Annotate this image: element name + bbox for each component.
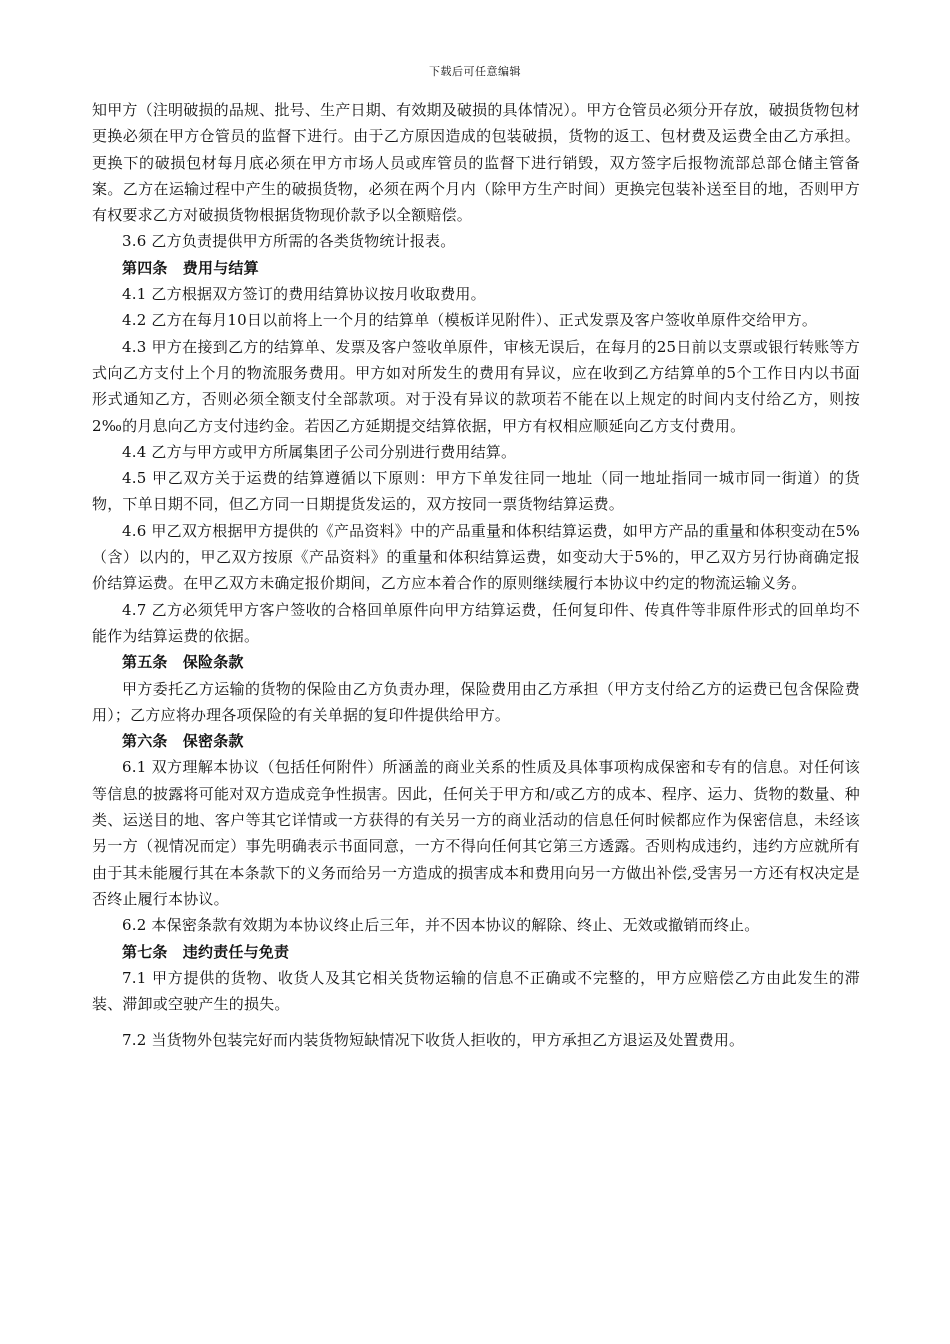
section-heading-7: 第七条 违约责任与免责 bbox=[122, 942, 290, 961]
clause-4-6: 4.6 甲乙双方根据甲方提供的《产品资料》中的产品重量和体积结算运费，如甲方产品的重量和体积变动在5%（含）以内的，甲乙双方按原《产品资料》的重量和体积结算运费，如变动大于5%的，甲乙双方另行协商确定报价结算运费。在甲乙双方未确定报价期间，乙方应本着合作的原则继续履行本协议中约定的物流运输义务。 bbox=[92, 521, 860, 593]
clause-7-1: 7.1 甲方提供的货物、收货人及其它相关货物运输的信息不正确或不完整的，甲方应赔偿乙方由此发生的滞装、滞卸或空驶产生的损失。 bbox=[92, 968, 860, 1014]
paragraph: 知甲方（注明破损的品规、批号、生产日期、有效期及破损的具体情况）。甲方仓管员必须分开存放，破损货物包材更换必须在甲方仓管员的监督下进行。由于乙方原因造成的包装破损，货物的返工、包材费及运费全由乙方承担。更换下的破损包材每月底必须在甲方市场人员或库管员的监督下进行销毁，双方签字后报物流部总部仓储主管备案。乙方在运输过程中产生的破损货物，必须在两个月内（除甲方生产时间）更换完包装补送至目的地，否则甲方有权要求乙方对破损货物根据货物现价款予以全额赔偿。 bbox=[92, 101, 860, 225]
section-heading-4: 第四条 费用与结算 bbox=[122, 258, 259, 277]
clause-3-6: 3.6 乙方负责提供甲方所需的各类货物统计报表。 bbox=[122, 232, 456, 251]
section-heading-5: 第五条 保险条款 bbox=[122, 653, 244, 672]
section-heading-6: 第六条 保密条款 bbox=[122, 732, 244, 751]
clause-4-4: 4.4 乙方与甲方或甲方所属集团子公司分别进行费用结算。 bbox=[122, 442, 517, 461]
clause-4-7: 4.7 乙方必须凭甲方客户签收的合格回单原件向甲方结算运费，任何复印件、传真件等非原件形式的回单均不能作为结算运费的依据。 bbox=[92, 600, 860, 645]
clause-4-1: 4.1 乙方根据双方签订的费用结算协议按月收取费用。 bbox=[122, 285, 486, 304]
spacer bbox=[92, 1017, 860, 1027]
document-body bbox=[92, 97, 860, 1054]
page-header: 下载后可任意编辑 bbox=[429, 65, 521, 78]
clause-5: 甲方委托乙方运输的货物的保险由乙方负责办理，保险费用由乙方承担（甲方支付给乙方的运费已包含保险费用）；乙方应将办理各项保险的有关单据的复印件提供给甲方。 bbox=[92, 679, 860, 724]
clause-4-3: 4.3 甲方在接到乙方的结算单、发票及客户签收单原件，审核无误后，在每月的25日前以支票或银行转账等方式向乙方支付上个月的物流服务费用。甲方如对所发生的费用有异议，应在收到乙方结算单的5个工作日内以书面形式通知乙方，否则必须全额支付全部款项。对于没有异议的款项若不能在以上规定的时间内支付给乙方，则按2‰的月息向乙方支付违约金。若因乙方延期提交结算依据，甲方有权相应顺延向乙方支付费用。 bbox=[92, 337, 860, 435]
clause-4-2: 4.2 乙方在每月10日以前将上一个月的结算单（模板详见附件）、正式发票及客户签收单原件交给甲方。 bbox=[122, 311, 818, 330]
clause-4-5: 4.5 甲乙双方关于运费的结算遵循以下原则：甲方下单发往同一地址（同一地址指同一城市同一街道）的货物，下单日期不同，但乙方同一日期提货发运的，双方按同一票货物结算运费。 bbox=[92, 469, 860, 514]
clause-7-2: 7.2 当货物外包装完好而内装货物短缺情况下收货人拒收的，甲方承担乙方退运及处置费用。 bbox=[122, 1031, 745, 1050]
clause-6-1: 6.1 双方理解本协议（包括任何附件）所涵盖的商业关系的性质及具体事项构成保密和专有的信息。对任何该等信息的披露将可能对双方造成竞争性损害。因此，任何关于甲方和/或乙方的成本、程序、运力、货物的数量、种类、运送目的地、客户等其它详情或一方获得的有关另一方的商业活动的信息任何时候都应作为保密信息，未经该另一方（视情况而定）事先明确表示书面同意，一方不得向任何其它第三方透露。否则构成违约，违约方应就所有由于其未能履行其在本条款下的义务而给另一方造成的损害成本和费用向另一方做出补偿,受害另一方还有权决定是否终止履行本协议。 bbox=[92, 758, 860, 908]
clause-6-2: 6.2 本保密条款有效期为本协议终止后三年，并不因本协议的解除、终止、无效或撤销而终止。 bbox=[122, 916, 760, 935]
